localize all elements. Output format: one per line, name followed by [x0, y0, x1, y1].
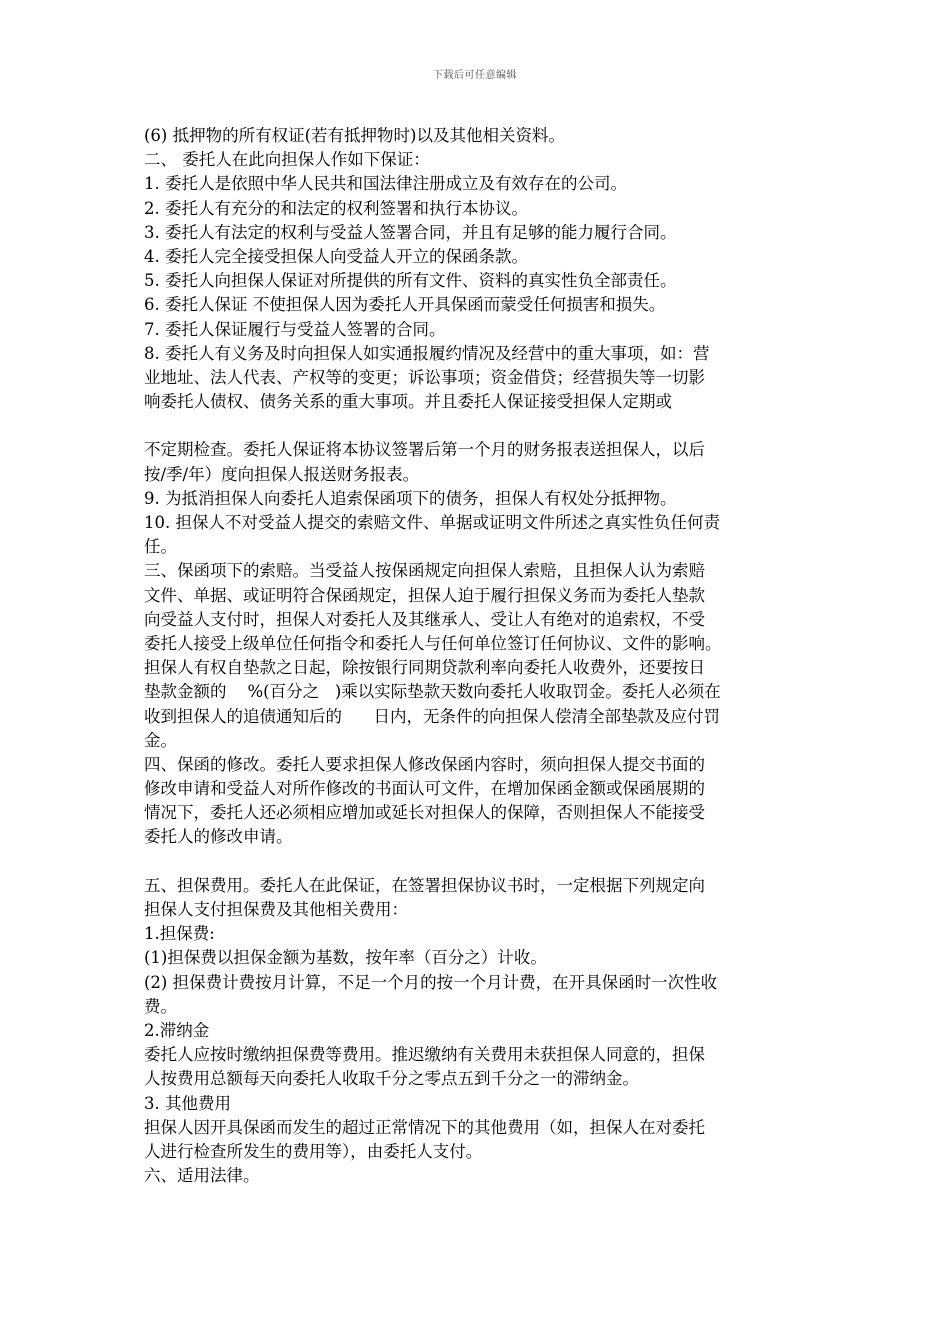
- text-line: (6) 抵押物的所有权证(若有抵押物时)以及其他相关资料。: [144, 126, 565, 145]
- text-line: 委托人应按时缴纳担保费等费用。推迟缴纳有关费用未获担保人同意的，担保: [144, 1045, 705, 1065]
- text-line: 业地址、法人代表、产权等的变更；诉讼事项；资金借贷；经营损失等一切影: [144, 367, 705, 387]
- text-line: 任。: [144, 537, 177, 557]
- text-line: 3. 委托人有法定的权利与受益人签署合同，并且有足够的能力履行合同。: [144, 222, 677, 242]
- blank-line: [144, 850, 812, 874]
- text-line: 向受益人支付时，担保人对委托人及其继承人、受让人有绝对的追索权，不受: [144, 609, 705, 629]
- text-line: 6. 委托人保证 不使担保人因为委托人开具保函而蒙受任何损害和损失。: [144, 295, 666, 315]
- text-line: 担保人支付担保费及其他相关费用：: [144, 900, 408, 919]
- text-line: 人按费用总额每天向委托人收取千分之零点五到千分之一的滞纳金。: [144, 1069, 639, 1089]
- text-line: 1. 委托人是依照中华人民共和国法律注册成立及有效存在的公司。: [144, 174, 627, 194]
- text-line: 5. 委托人向担保人保证对所提供的所有文件、资料的真实性负全部责任。: [144, 271, 677, 291]
- page-header: 下载后可任意编辑: [433, 70, 517, 81]
- text-line: 委托人接受上级单位任何指令和委托人与任何单位签订任何协议、文件的影响。: [144, 633, 722, 653]
- text-line: 10. 担保人不对受益人提交的索赔文件、单据或证明文件所述之真实性负任何责: [144, 513, 720, 532]
- text-line: 担保人有权自垫款之日起，除按银行同期贷款利率向委托人收费外，还要按日: [144, 658, 705, 678]
- blank-line: [144, 414, 812, 438]
- text-line: 9. 为抵消担保人向委托人追索保函项下的债务，担保人有权处分抵押物。: [144, 488, 677, 508]
- text-line: 情况下，委托人还必须相应增加或延长对担保人的保障，否则担保人不能接受: [144, 803, 705, 823]
- text-line: 人进行检查所发生的费用等），由委托人支付。: [144, 1141, 483, 1161]
- text-line: 垫款金额的 %(百分之 )乘以实际垫款天数向委托人收取罚金。委托人必须在: [144, 682, 721, 702]
- text-line: 委托人的修改申请。: [144, 827, 293, 847]
- subheading: 1.担保费:: [144, 924, 215, 944]
- text-line: 金。: [144, 730, 177, 750]
- text-line: (2) 担保费计费按月计算，不足一个月的按一个月计费，在开具保函时一次性收: [144, 972, 718, 992]
- text-line: 收到担保人的追债通知后的 日内，无条件的向担保人偿清全部垫款及应付罚: [144, 706, 720, 726]
- section-heading: 六、适用法律。: [144, 1166, 260, 1186]
- text-line: 按/季/年）度向担保人报送财务报表。: [144, 464, 420, 484]
- text-line: 2. 委托人有充分的和法定的权利签署和执行本协议。: [144, 198, 528, 218]
- text-line: 费。: [144, 996, 177, 1016]
- text-line: 8. 委托人有义务及时向担保人如实通报履约情况及经营中的重大事项，如：营: [144, 343, 710, 363]
- text-line: 7. 委托人保证履行与受益人签署的合同。: [144, 319, 446, 339]
- text-line: (1)担保费以担保金额为基数，按年率（百分之）计收。: [144, 948, 547, 968]
- text-line: 不定期检查。委托人保证将本协议签署后第一个月的财务报表送担保人，以后: [144, 440, 705, 460]
- subheading: 2.滞纳金: [144, 1020, 210, 1040]
- text-line: 修改申请和受益人对所作修改的书面认可文件，在增加保函金额或保函展期的: [144, 779, 705, 799]
- section-heading: 三、保函项下的索赔。当受益人按保函规定向担保人索赔，且担保人认为索赔: [144, 561, 705, 581]
- text-line: 4. 委托人完全接受担保人向受益人开立的保函条款。: [144, 246, 528, 266]
- text-line: 响委托人债权、债务关系的重大事项。并且委托人保证接受担保人定期或: [144, 392, 672, 412]
- text-line: 文件、单据、或证明符合保函规定，担保人迫于履行担保义务而为委托人垫款: [144, 585, 705, 605]
- section-heading: 四、保函的修改。委托人要求担保人修改保函内容时，须向担保人提交书面的: [144, 754, 705, 774]
- document-body: [144, 124, 812, 1188]
- text-line: 担保人因开具保函而发生的超过正常情况下的其他费用（如，担保人在对委托: [144, 1117, 705, 1137]
- subheading: 3. 其他费用: [144, 1093, 231, 1113]
- section-heading: 五、担保费用。委托人在此保证，在签署担保协议书时，一定根据下列规定向: [144, 875, 705, 895]
- section-heading: 二、 委托人在此向担保人作如下保证：: [144, 150, 430, 170]
